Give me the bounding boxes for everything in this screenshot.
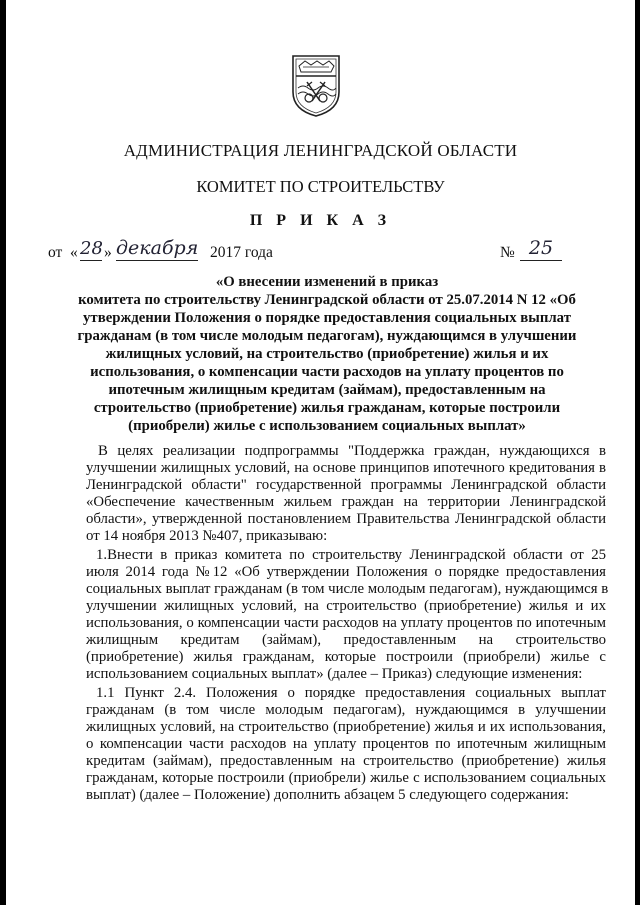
date-year: 2017 года: [210, 244, 273, 261]
order-body: [86, 443, 609, 806]
body-line: «Обеспечение качественным жильем граждан на территории Ленинградской: [86, 494, 606, 510]
date-day-handwritten: 28: [80, 238, 103, 259]
heading-line: комитета по строительству Ленинградской области от 25.07.2014 N 12 «Об: [78, 292, 576, 308]
body-line: (приобретение) жилья гражданам, которые построили (приобрели) жилье с: [86, 649, 606, 665]
body-line: В целях реализации подпрограммы "Поддержка граждан, нуждающихся в: [98, 443, 606, 459]
body-line: о компенсации части расходов на уплату процентов по ипотечным жилищным: [86, 736, 606, 752]
date-quote-close: »: [104, 244, 112, 261]
heading-line: строительство (приобретение) жилья гражданам, которые построили: [93, 400, 561, 416]
body-line: использования, о компенсации части расходов на уплату процентов по ипотечным: [86, 615, 606, 631]
body-line: использованием социальных выплат» (далее – Приказ) следующие изменения:: [86, 666, 583, 682]
body-line: гражданам (в том числе молодым педагогам), нуждающимся в улучшении: [86, 702, 606, 718]
date-line: [48, 237, 582, 270]
heading-line: жилищных условий, на строительство (приобретение) жилья и их: [105, 346, 549, 362]
date-from-label: от: [48, 244, 63, 261]
body-line: июля 2014 года №12 «Об утверждении Положения о порядке предоставления: [86, 564, 606, 580]
heading-line: «О внесении изменений в приказ: [215, 274, 439, 290]
paragraph-item-1: [86, 547, 609, 683]
document-page: [6, 0, 635, 905]
body-line: гражданам, которые построили (приобрели) жилье с использованием социальных: [86, 770, 606, 786]
order-title: П Р И К А З: [249, 212, 392, 229]
heading-line: использования, о компенсации части расходов на уплату процентов по: [90, 364, 564, 380]
body-line: 1.1 Пункт 2.4. Положения о порядке предоставления социальных выплат: [96, 685, 606, 701]
body-line: социальных выплат гражданам (в том числе молодым педагогам), нуждающимся в: [86, 581, 609, 597]
date-quote-open: «: [70, 244, 78, 261]
body-line: улучшении жилищных условий, на строительство (приобретение) жилья и их: [86, 598, 606, 614]
order-number-handwritten: 25: [520, 236, 562, 261]
order-number-label: №: [500, 244, 515, 261]
committee-title: КОМИТЕТ ПО СТРОИТЕЛЬСТВУ: [196, 177, 445, 196]
body-line: жилищным кредитам (займам), предоставленным на строительство: [86, 632, 606, 648]
body-line: от 14 ноября 2013 №407, приказываю:: [86, 528, 328, 544]
body-line: выплат) (далее – Положение) дополнить абзацем 5 следующего содержания:: [86, 787, 569, 803]
body-line: Ленинградской области" государственной программы Ленинградской области: [86, 477, 606, 493]
body-line: 1.Внести в приказ комитета по строительству Ленинградской области от 25: [96, 547, 606, 563]
heading-line: гражданам (в том числе молодым педагогам), нуждающимся в улучшении: [77, 328, 577, 344]
paragraph-item-1-1: [86, 685, 606, 804]
body-line: жилищных условий, на строительство (приобретение) жилья и их использования,: [86, 719, 606, 735]
heading-line: ипотечным жилищным кредитам (займам), предоставленным на: [108, 382, 546, 398]
body-line: области», утвержденной постановлением Правительства Ленинградской области: [86, 511, 606, 527]
administration-title: АДМИНИСТРАЦИЯ ЛЕНИНГРАДСКОЙ ОБЛАСТИ: [123, 141, 518, 160]
paragraph-preamble: [86, 443, 606, 545]
body-line: кредитам (займам), предоставленным на строительство (приобретение) жилья: [86, 753, 606, 769]
heading-line: утверждении Положения о порядке предоставления социальных выплат: [83, 310, 571, 326]
coat-of-arms-emblem: [289, 52, 343, 118]
date-month-handwritten: декабря: [116, 237, 199, 259]
body-line: улучшении жилищных условий, на основе принципов ипотечного кредитования в: [86, 460, 606, 476]
heading-line: (приобрели) жилье с использованием социальных выплат»: [128, 418, 526, 434]
order-heading: [54, 273, 600, 435]
